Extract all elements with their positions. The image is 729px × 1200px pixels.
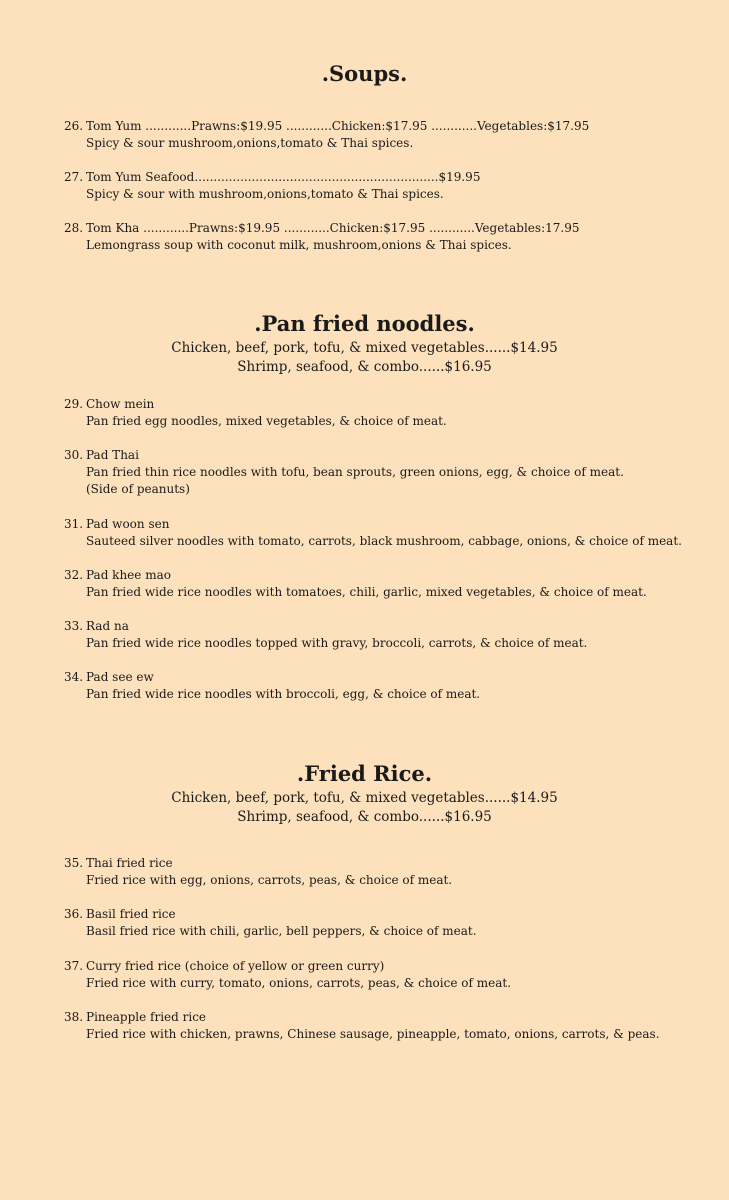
item-name: Curry fried rice (choice of yellow or green curry) — [86, 959, 385, 973]
item-number: 30. — [64, 448, 84, 462]
item-number: 37. — [64, 959, 84, 973]
item-number: 35. — [64, 856, 84, 870]
item-description: Lemongrass soup with coconut milk, mushroom,onions & Thai spices. — [86, 238, 512, 252]
item-name: Tom Yum ............Prawns:$19.95 ............Chicken:$17.95 ............Vegetables:$17.95 — [86, 119, 590, 133]
noodles-price-line-2: Shrimp, seafood, & combo......$16.95 — [237, 359, 492, 375]
rice-price-line-1: Chicken, beef, pork, tofu, & mixed vegetables......$14.95 — [171, 790, 558, 806]
item-description: Pan fried thin rice noodles with tofu, bean sprouts, green onions, egg, & choice of meat. (Side of peanuts) — [86, 465, 624, 496]
item-description: Fried rice with chicken, prawns, Chinese sausage, pineapple, tomato, onions, carrots, & peas. — [86, 1027, 660, 1041]
rice-title: .Fried Rice. — [296, 761, 433, 786]
item-number: 33. — [64, 619, 84, 633]
item-number: 31. — [64, 517, 84, 531]
item-number: 27. — [64, 170, 84, 184]
item-name: Basil fried rice — [86, 907, 176, 921]
item-number: 32. — [64, 568, 84, 582]
item-name: Pad Thai — [86, 448, 139, 462]
item-name: Thai fried rice — [86, 856, 173, 870]
item-description: Sauteed silver noodles with tomato, carrots, black mushroom, cabbage, onions, & choice of meat. — [86, 534, 682, 548]
item-number: 36. — [64, 907, 84, 921]
item-number: 38. — [64, 1010, 84, 1024]
item-name: Chow mein — [86, 397, 155, 411]
item-name: Pad woon sen — [86, 517, 170, 531]
item-number: 28. — [64, 221, 84, 235]
item-description: Pan fried wide rice noodles with tomatoes, chili, garlic, mixed vegetables, & choice of meat. — [86, 585, 647, 599]
item-name: Pad khee mao — [86, 568, 171, 582]
item-number: 29. — [64, 397, 84, 411]
item-name: Tom Kha ............Prawns:$19.95 ............Chicken:$17.95 ............Vegetables:17.95 — [86, 221, 580, 235]
noodles-price-line-1: Chicken, beef, pork, tofu, & mixed vegetables......$14.95 — [171, 340, 558, 356]
item-number: 26. — [64, 119, 84, 133]
item-name: Tom Yum Seafood................................................................$19.95 — [86, 170, 481, 184]
noodles-title: .Pan fried noodles. — [254, 311, 475, 336]
rice-price-line-2: Shrimp, seafood, & combo......$16.95 — [237, 809, 492, 825]
soups-title: .Soups. — [321, 61, 408, 86]
item-name: Rad na — [86, 619, 129, 633]
item-name: Pineapple fried rice — [86, 1010, 207, 1024]
item-description: Spicy & sour mushroom,onions,tomato & Thai spices. — [86, 136, 414, 150]
item-description: Fried rice with egg, onions, carrots, peas, & choice of meat. — [86, 873, 453, 887]
item-description: Basil fried rice with chili, garlic, bell peppers, & choice of meat. — [86, 924, 477, 938]
item-description: Pan fried egg noodles, mixed vegetables, & choice of meat. — [86, 414, 447, 428]
item-description: Pan fried wide rice noodles with broccoli, egg, & choice of meat. — [86, 687, 481, 701]
item-description: Spicy & sour with mushroom,onions,tomato & Thai spices. — [86, 187, 444, 201]
item-description: Fried rice with curry, tomato, onions, carrots, peas, & choice of meat. — [86, 976, 512, 990]
item-number: 34. — [64, 670, 84, 684]
item-description: Pan fried wide rice noodles topped with gravy, broccoli, carrots, & choice of meat. — [86, 636, 588, 650]
item-name: Pad see ew — [86, 670, 154, 684]
